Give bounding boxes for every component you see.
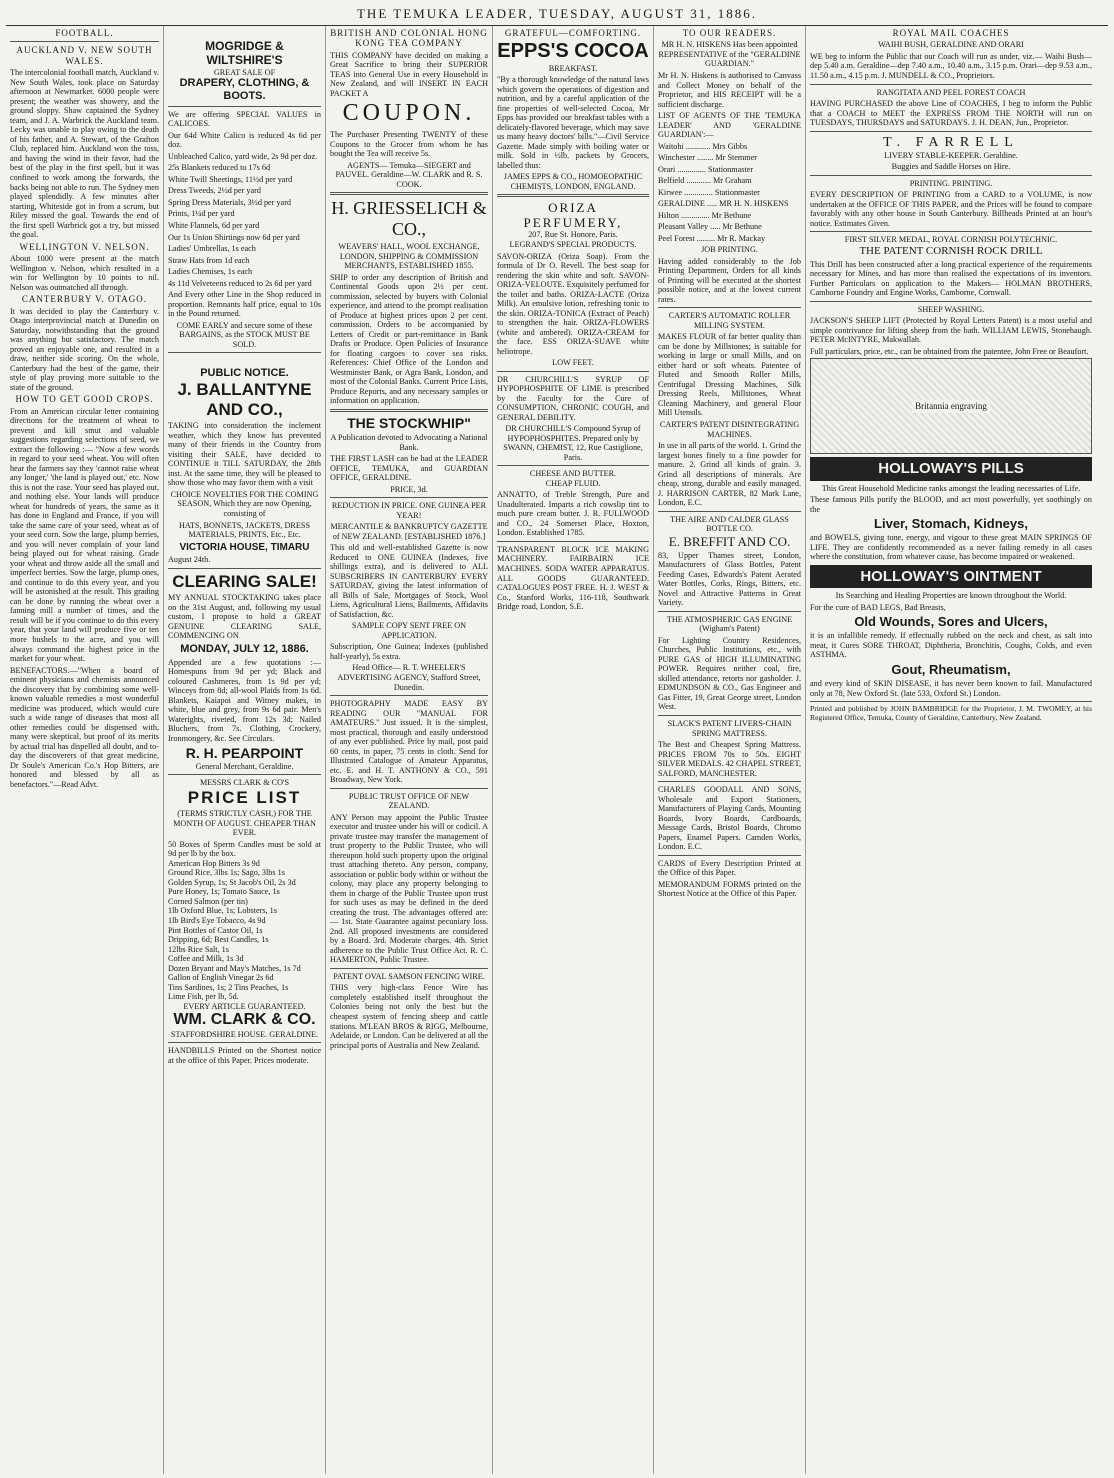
list-item: Prints, 1¼d per yard	[168, 209, 235, 219]
list-item: Ladies Chemises, 1s each	[168, 267, 253, 277]
ad-text: Head Office— R. T. WHEELER'S ADVERTISING AGENCY, Stafford Street, Dunedin.	[337, 663, 481, 692]
list-item: Ground Rice, 3lbs 1s; Sago, 3lbs 1s	[168, 868, 285, 878]
list-item: Our 1s Union Shirtings now 6d per yard	[168, 232, 300, 242]
list-item: Dripping, 6d; Best Candles, 1s	[168, 935, 269, 945]
ad-subheading: Gout, Rheumatism,	[891, 661, 1011, 677]
article-heading: WELLINGTON V. NELSON.	[19, 241, 150, 252]
ad-text: Its Searching and Healing Properties are known throughout the World.	[835, 591, 1067, 601]
ad-text: SAVON-ORIZA (Oriza Soap). From the formula of Dr O. Revell. The best soap for rendering the skin white and soft. SAVON-ORIZA-VELOUTE. Exquisitely perfumed for the toilet and baths. ORIZA-LACTE (Oriza Milk). An emulsive lotion, refreshing tonic to the skin. ORIZA-TONICA (Extract of Peach) to strengthen the hair. ORIZA-FLOWERS (white and ambered). ORIZA-CREAM for the face. ESS ORIZA-SUAVE white heliotrope.	[497, 251, 649, 356]
article-heading: CANTERBURY V. OTAGO.	[21, 294, 148, 305]
ad-heading: CARTER'S PATENT DISINTEGRATING MACHINES.	[659, 420, 800, 439]
ad-date: August 24th.	[168, 555, 211, 565]
sale-date: MONDAY, JULY 12, 1886.	[180, 642, 309, 655]
ad-text: it is an infallible remedy. If effectually rubbed on the neck and chest, as salt into meat, it Cures SORE THROAT, Diphtheria, Bronchitis, Coughs, Colds, and even ASTHMA.	[810, 631, 1092, 660]
ad-text: MY ANNUAL STOCKTAKING takes place on the 31st August, and, following my usual custom, I propose to hold a GREAT GENUINE CLEARING SALE, COMMENCING ON	[168, 593, 321, 641]
ad-text: SAMPLE COPY SENT FREE ON APPLICATION.	[351, 621, 467, 640]
ad-text: and every kind of SKIN DISEASE, it has never been known to fail. Manufactured only at 78, New Oxford St. (late 533, Oxford St.) London.	[810, 679, 1092, 698]
ad-title: DRAPERY, CLOTHING, & BOOTS.	[179, 77, 310, 103]
list-item: Corned Salmon (per tin)	[168, 896, 248, 906]
list-item: 25s Blankets reduced to 17s 6d	[168, 163, 271, 173]
list-item: Orari .............. Stationmaster	[658, 164, 754, 174]
column-readers-ads	[654, 26, 806, 1474]
ad-text: DR CHURCHILL'S SYRUP OF HYPOPHOSPHITE OF LIME is prescribed by the Faculty for the Cure of CONSUMPTION, CHRONIC COUGH, and GENERAL DEBILITY.	[497, 374, 649, 422]
product-name: EPPS'S COCOA	[497, 40, 649, 63]
coupon-heading: COUPON.	[342, 100, 476, 127]
ad-text: THIS COMPANY have decided on making a Great Sacrifice to bring their SUPERIOR TEAS into General Use in every Household in New Zealand, and will INSERT IN EACH PACKET A	[330, 50, 488, 98]
ad-text: Mr H. N. Hiskens is authorised to Canvass and Collect Money on behalf of the Proprietor, and HIS RECEIPT will be a sufficient discharge.	[658, 70, 801, 109]
publication-title: THE STOCKWHIP"	[347, 414, 471, 431]
imprint: Printed and published by JOHN BAMBRIDGE for the Proprietor, J. M. TWOMEY, at his Registered Office, Temuka, County of Geraldine, Canterbury, New Zealand.	[810, 704, 1092, 722]
list-item: Golden Syrup, 1s; St Jacob's Oil, 2s 3d	[168, 877, 296, 887]
list-item: 50 Boxes of Sperm Candles must be sold at 9d per lb by the box.	[168, 839, 321, 859]
ad-heading: PATENT OVAL SAMSON FENCING WIRE.	[333, 971, 485, 981]
clearing-sale-heading: CLEARING SALE!	[172, 571, 317, 591]
list-item: Dress Tweeds, 2½d per yard	[168, 186, 261, 196]
list-item: White Twill Sheetings, 11½d per yard	[168, 174, 293, 184]
ad-heading: JOB PRINTING.	[701, 245, 758, 255]
ad-heading: RANGITATA AND PEEL FOREST COACH	[876, 87, 1026, 97]
ad-heading: MERCANTILE & BANKRUPTCY GAZETTE of NEW ZEALAND. [ESTABLISHED 1876.]	[330, 522, 488, 541]
list-item: Belfield ............ Mr Graham	[658, 176, 752, 186]
ad-text: Subscription, One Guinea; Indexes (published half-yearly), 5s extra.	[330, 642, 488, 661]
ad-heading: THE ATMOSPHERIC GAS ENGINE (Wigham's Patent)	[666, 614, 793, 634]
store-address: STAFFORDSHIRE HOUSE. GERALDINE.	[170, 1029, 319, 1039]
ad-text: This Great Household Medicine ranks amongst the leading necessaries of Life.	[821, 483, 1081, 493]
ad-text: We are offering SPECIAL VALUES in CALICOES.	[168, 109, 321, 129]
ad-text: These famous Pills purify the BLOOD, and act most powerfully, yet soothingly on the	[810, 495, 1092, 514]
ad-text: HANDBILLS Printed on the Shortest notice at the office of this Paper. Prices moderate.	[168, 1046, 321, 1065]
price-label: PRICE, 3d.	[390, 484, 428, 494]
column-football	[6, 26, 164, 1474]
ad-text: A Publication devoted to Advocating a National Bank.	[330, 433, 488, 452]
ad-heading: PRINTING. PRINTING.	[909, 178, 993, 188]
ad-text: JAMES EPPS & CO., HOMOEOPATHIC CHEMISTS, LONDON, ENGLAND.	[503, 172, 643, 191]
ad-heading: ROYAL MAIL COACHES	[892, 28, 1010, 38]
masthead: THE TEMUKA LEADER, TUESDAY, AUGUST 31, 1886.	[6, 6, 1108, 26]
ad-text: CHOICE NOVELTIES FOR THE COMING SEASON, Which they are now Opening, consisting of	[170, 489, 319, 518]
ad-text: Having added considerably to the Job Printing Department, Orders for all kinds of Printing will be executed at the shortest possible notice, and at the lowest current rates.	[658, 256, 801, 304]
list-item: Pure Honey, 1s; Tomato Sauce, 1s	[168, 887, 280, 897]
agent-list	[658, 142, 801, 244]
ad-heading: GRATEFUL—COMFORTING.	[504, 28, 642, 38]
ad-subtitle: GREAT SALE OF	[213, 67, 276, 77]
ad-text: ANY Person may appoint the Public Trustee executor and trustee under his will or codicil. A private trustee may transfer the management of trust property to the Public Trustee, who will thereupon hold such property upon the original trust attaching thereto. Any person, company, association or public body within or without the colony, may place any property belonging to them in charge of the Public Trustee upon trust for such uses as may be defined in the deed creating the trust. The advantages offered are:— 1st. State Guarantee against pecuniary loss. 2nd. All proposed investments are considered by a Board. 3rd. Moderate charges. 4th. Strict adherence to the Public Trust Office Act. R. C. HAMERTON, Public Trustee.	[330, 812, 488, 965]
list-item: Pleasant Valley ..... Mr Bethune	[658, 222, 762, 232]
ad-heading: CHEAP FLUID.	[545, 478, 601, 488]
ad-heading: SLACK'S PATENT LIVERS-CHAIN SPRING MATTRESS.	[667, 719, 792, 738]
company-name: ORIZA PERFUMERY,	[523, 200, 623, 231]
ad-text: DR CHURCHILL'S Compound Syrup of HYPOPHOSPHITES. Prepared only by SWANN, CHEMIST, 12, Rue Castiglione, Paris.	[503, 424, 643, 462]
column-commercial-ads	[326, 26, 493, 1474]
ad-text: AGENTS— Temuka—SIEGERT and PAUVEL. Geraldine—W. CLARK and R. S. COOK.	[335, 160, 483, 189]
business-name: T. FARRELL	[883, 134, 1019, 150]
list-item: American Hop Bitters 3s 9d	[168, 858, 260, 868]
company-address: 207, Rue St. Honore, Paris.	[528, 230, 618, 240]
ad-heading: CARTER'S AUTOMATIC ROLLER MILLING SYSTEM.	[668, 311, 791, 330]
ad-text: MR H. N. HISKENS Has been appointed REPRESENTATIVE of the "GERALDINE GUARDIAN."	[658, 40, 801, 69]
list-item: Gallon of English Vinegar 2s 6d	[168, 973, 274, 983]
notice-heading: PUBLIC NOTICE.	[200, 367, 289, 380]
list-item: 1lb Bird's Eye Tobacco, 4s 9d	[168, 916, 266, 925]
article-text: BENEFACTORS.—"When a board of eminent physicians and chemists announced the discovery that by combining some well-known valuable remedies a most wonderful medicine was produced, which would cure such a wide range of diseases that most all other remedies could be dispensed with, many were skeptical, but proof of its merits by actual trial has dispelled all doubt, and to-day the discoverers of that great medicine, Dr Soule's American Co.'s Hop Bitters, are honored and blessed by all as benefactors."—Read Advt.	[10, 665, 159, 789]
list-item: Hilton .............. Mr Bethune	[658, 210, 752, 220]
ad-text: The Best and Cheapest Spring Mattress. PRICES FROM 70s to 50s. EIGHT SILVER MEDALS. 42 CHAPEL STREET, SALFORD, MANCHESTER.	[658, 740, 801, 778]
ad-text: For Lighting Country Residences, Churches, Public Institutions, etc., with PURE GAS of HIGH ILLUMINATING POWER. Requires neither coal, fire, skilled attendance, retorts nor gasholder. J. EDMUNDSON & CO., Gas Engineer and Gas Fitter, 19, Great George street, London West.	[658, 635, 801, 712]
ad-text: (TERMS STRICTLY CASH,) FOR THE MONTH OF AUGUST. CHEAPER THAN EVER.	[173, 809, 316, 838]
ad-text: And Every other Line in the Shop reduced in proportion. Remnants half price, equal to 10s in the Pound returned.	[168, 290, 321, 319]
list-item: Dozen Bryant and May's Matches, 1s 7d	[168, 963, 301, 973]
list-item: 4s 11d Velveteens reduced to 2s 6d per yard	[168, 278, 312, 288]
ad-text: Appended are a few quotations :— Homespuns from 9d per yd; Black and coloured Cashmeres, from 1s 9d per yd; Winceys from 8d; all-wool Plaids from 1s 6d. Blankets, Kaiapoi and Witney makes, in white, blue and grey, from 9s 6d pair. Men's Waterights, riveted, from 12s 3d; Nailed Bluchers, from 7s. Clothing, Crockery, Ironmongery, &c. See Circulars.	[168, 657, 321, 743]
ad-text: HAVING PURCHASED the above Line of COACHES, I beg to inform the Public that a COACH to MEET the EXPRESS FROM THE NORTH will run on TUESDAYS, THURSDAYS and SATURDAYS. J. H. DEAN, Jun., Proprietor.	[810, 99, 1092, 128]
company-name: E. BREFFIT AND CO.	[668, 533, 791, 549]
ad-subheading: Old Wounds, Sores and Ulcers,	[854, 614, 1048, 630]
price-list-heading: PRICE LIST	[187, 787, 302, 807]
ad-text: and BOWELS, giving tone, energy, and vigour to these great MAIN SPRINGS OF LIFE. They are confidently recommended as a never failing remedy in all cases where the constitution, from whatever cause, has become impaired or weakened.	[810, 533, 1092, 562]
ad-title: MOGRIDGE & WILTSHIRE'S	[205, 39, 284, 67]
ad-text: JACKSON'S SHEEP LIFT (Protected by Royal Letters Patent) is a most useful and simple contrivance for lifting sheep from the bath. WILLIAM LEWIS, Stonehaugh. PETER McINTYRE, Makwallah.	[810, 316, 1092, 345]
ad-text: SHIP to order any description of British and Continental Goods upon 2½ per cent. commission, selected by buyers with Colonial experience, and attend to the prompt realisation of Produce at highest prices upon 2 per cent. commission. Orders to be accompanied by Letters of Credit or part-remittance in Bank Drafts or Produce. Open Policies of Insurance for floating cargoes to cover sea risks. References: Chief Office of the London and Westminster Bank, or Agra Bank, London, and most of the Colonial Banks. Current Price Lists, Produce Reports, and any necessary samples or information on application.	[330, 272, 488, 406]
ad-text: TRANSPARENT BLOCK ICE MAKING MACHINERY. FAIRBAIRN ICE MACHINES. SODA WATER APPARATUS. ALL GOODS GUARANTEED. CATALOGUES POST FREE. H. J. WEST & Co., Stanford Works, 116-118, Southwark Bridge road, London, S.E.	[497, 544, 649, 612]
route-name: WAIHI BUSH, GERALDINE AND ORARI	[878, 40, 1024, 50]
ad-heading: FIRST SILVER MEDAL, ROYAL CORNISH POLYTECHNIC.	[844, 235, 1058, 245]
list-item: White Flannels, 6d per yard	[168, 220, 260, 230]
list-item: GERALDINE ..... MR H. N. HISKENS	[658, 199, 789, 209]
column-coaches-holloway	[806, 26, 1096, 1474]
article-text: From an American circular letter containing directions for the treatment of wheat to prevent and kill smut and valuable suggestions regarding selections of seed, we extract the following :— "Now a few words in regard to your seed wheat. You will often hear the farmers say they 'cannot raise wheat any longer,' 'the land is played out,' etc. Now this is not the case. Your seed has played out, and nothing else. Your lands will produce wheat for hundreds of years, the same as it has done in England and France, if you will take the same care of your seed, wheat as of your seed corn. Sow the large, plump berries, and you will never complain of your land being played out for wheat raising. Grade your wheat and throw aside all the small and imperfect berries. Sow the large, plump ones, and continue to do this every year, and you will be astonished at the result. This grading can be done by running the wheat over a fanning mill a number of times, and the result will be if you continue to do this every year, that your land will produce five or ten more bushels to the acre, and you will always command the highest price in the market for your wheat.	[10, 406, 159, 664]
list-item: Our 64d White Calico is reduced 4s 6d per doz.	[168, 130, 321, 150]
list-item: 12lbs Rice Salt, 1s	[168, 944, 229, 954]
ad-text: This Drill has been constructed after a long practical experience of the requirements necessary for Mines, and has more than realised the expectations of its inventors. Further Particulars on application to the Makers— HOLMAN BROTHERS, Camborne Foundry and Engine Works, Camborne, Cornwall.	[810, 259, 1092, 298]
column-drapery-ads	[164, 26, 326, 1474]
ad-heading: REDUCTION IN PRICE. ONE GUINEA PER YEAR!	[331, 501, 487, 520]
ad-text: PHOTOGRAPHY MADE EASY BY READING OUR "MANUAL FOR AMATEURS." Just issued. It is the simplest, most practical, thorough and easily understood of any ever published. Price by mail, post paid 60 cents, in paper, 75 cents in cloth. Send for Illustrated Catalogue of Amateur Apparatus, etc. E. and H. T. ANTHONY & CO., 591 Broadway, New York.	[330, 699, 488, 785]
ad-text: MAKES FLOUR of far better quality than can be done by Millstones; is suitable for working in large or small Mills, and on either hard or soft wheats. Patentee of Fluted and Smooth Roller Mills, Centrifugal Dressing Machines, Silk Dressing Reels, Millstones, Wheat Cleaning Machinery, and general Flour Mill Utensils.	[658, 332, 801, 418]
ad-subheading: Liver, Stomach, Kidneys,	[874, 516, 1028, 532]
holloway-ointment-banner: HOLLOWAY'S OINTMENT	[810, 565, 1092, 588]
section-heading: FOOTBALL.	[55, 28, 114, 38]
company-name: H. GRIESSELICH & CO.,	[331, 198, 487, 240]
ad-heading: THE AIRE AND CALDER GLASS BOTTLE CO.	[670, 514, 789, 534]
list-item: Unbleached Calico, yard wide, 2s 9d per doz.	[168, 151, 318, 161]
ad-text: ANNATTO, of Treble Strength, Pure and Unadulterated. Imparts a rich cowslip tint to much pure cream butter. J. R. FULLWOOD and CO., 24 Somerset Place, Hoxton, London. Established 1785.	[497, 490, 649, 538]
list-item: Kirwee .............. Stationmaster	[658, 187, 760, 197]
ad-text: For the cure of BAD LEGS, Bad Breasts,	[810, 602, 946, 612]
ad-text: Full particulars, price, etc., can be obtained from the patentee, John Free or Beaufort.	[810, 346, 1089, 356]
product-name: THE PATENT CORNISH ROCK DRILL	[859, 244, 1043, 257]
list-item: 1lb Oxford Blue, 1s; Lobsters, 1s	[168, 906, 277, 916]
ad-heading: PUBLIC TRUST OFFICE OF NEW ZEALAND.	[348, 791, 470, 811]
list-item: Tins Sardines, 1s; 2 Tins Peaches, 1s	[168, 982, 289, 992]
list-item: Coffee and Milk, 1s 3d	[168, 954, 244, 964]
ad-heading: LOW FEET.	[552, 358, 594, 368]
product-subtitle: BREAKFAST.	[548, 63, 598, 73]
ad-text: 83, Upper Thames street, London, Manufacturers of Glass Bottles, Patent Feeding Cases, Edwards's Patent Aerated Water Bottles, Corks, Rings, Bitters, etc. Novel and Attractive Patterns in Great Variety.	[658, 550, 801, 608]
britannia-engraving	[810, 358, 1092, 454]
ad-text: THIS very high-class Fence Wire has completely established itself throughout the Colonies being not only the best but the cheapest system of fencing sheep and cattle stations. M'LEAN BROS & RIGG, Melbourne, Adelaide, or London. Can be delivered at all the principal ports of Australia and New Zealand.	[330, 983, 488, 1050]
business-subtitle: LIVERY STABLE-KEEPER. Geraldine.	[884, 150, 1018, 160]
list-item: Ladies' Umbrellas, 1s each	[168, 244, 256, 254]
list-item: Straw Hats from 1d each	[168, 255, 250, 265]
ad-text: TAKING into consideration the inclement weather, which they know has prevented many of their friends in the Country from visiting their SALE, have decided to CONTINUE it TILL SATURDAY, the 28th inst. At the same time, they will be pleased to show those who may favor them with a visit	[168, 421, 321, 488]
sale-items	[168, 131, 321, 288]
list-item: Waitohi ............ Mrs Gibbs	[658, 141, 748, 151]
merchant-subtitle: General Merchant, Geraldine.	[195, 761, 294, 771]
firm-name: J. BALLANTYNE AND CO.,	[177, 379, 312, 419]
ad-text: In use in all parts of the world. 1. Grind the largest bones finely to a fine powder for manure. 2. Grind all kinds of grain. 3. Grind all descriptions of minerals. Are cheap, strong, durable and easily managed. J. HARRISON CARTER, 82 Mark Lane, London, E.C.	[658, 441, 801, 508]
ad-text: Buggies and Saddle Horses on Hire.	[891, 162, 1011, 172]
price-list	[168, 840, 321, 1002]
ad-text: The Purchaser Presenting TWENTY of these Coupons to the Grocer from whom he has bought the Tea will receive 5s.	[330, 130, 488, 159]
column-cocoa-perfumery	[493, 26, 654, 1474]
article-heading: HOW TO GET GOOD CROPS.	[15, 394, 154, 405]
ad-heading: CHEESE AND BUTTER.	[529, 469, 617, 479]
article-text: About 1000 were present at the match Wellington v. Nelson, which resulted in a win for Wellington by 10 points to nil. Nelson was outmatched all through.	[10, 254, 159, 292]
store-name: VICTORIA HOUSE, TIMARU	[179, 541, 310, 553]
ad-text: EVERY DESCRIPTION OF PRINTING from a CARD to a VOLUME, is now undertaken at the OFFICE OF THIS PAPER, and the Prices will be found to compare favorably with any other house in South Canterbury. Billheads Printed at an hour's notice. Estimates Given.	[810, 190, 1092, 228]
section-heading: TO OUR READERS.	[682, 28, 777, 38]
ad-text: COME EARLY and secure some of these BARGAINS, as the STOCK MUST BE SOLD.	[176, 320, 313, 349]
list-item: Pint Bottles of Castor Oil, 1s	[168, 925, 263, 935]
ad-text: This old and well-established Gazette is now Reduced to ONE GUINEA (Indexes, five shillings extra), and is delivered to ALL SUBSCRIBERS IN CANTERBURY EVERY SATURDAY, giving the latest information of all Bills of Sale, Mortgages of Stock, Wool Liens, Agricultural Liens, Bailments, Affidavits of Satisfaction, &c.	[330, 543, 488, 619]
holloway-pills-banner: HOLLOWAY'S PILLS	[810, 457, 1092, 480]
ad-text: MEMORANDUM FORMS printed on the Shortest Notice at the Office of this Paper.	[658, 879, 801, 899]
ad-text: HATS, BONNETS, JACKETS, DRESS MATERIALS, PRINTS, Etc., Etc.	[178, 520, 311, 540]
article-heading: AUCKLAND V. NEW SOUTH WALES.	[16, 45, 153, 66]
ad-heading: LIST OF AGENTS OF THE 'TEMUKA LEADER' AND 'GERALDINE GUARDIAN':—	[658, 111, 801, 140]
ad-heading: SHEEP WASHING.	[917, 304, 985, 314]
list-item: Winchester ........ Mr Stemmer	[658, 153, 758, 163]
ad-text: "By a thorough knowledge of the natural laws which govern the operations of digestion and nutrition, and by a careful application of the fine properties of well-selected Cocoa, Mr Epps has provided our breakfast tables with a delicately-flavored beverage, which may save us many heavy doctors' bills."—Civil Service Gazette. Made simply with boiling water or milk. Sold in ½lb. packets by Grocers, labelled thus:	[497, 75, 649, 170]
list-item: Spring Dress Materials, 3½d per yard	[168, 197, 292, 207]
merchant-name: R. H. PEARPOINT	[185, 745, 304, 762]
ad-text: THE FIRST LASH can be had at the LEADER OFFICE, TEMUKA, and GUARDIAN OFFICE, GERALDINE.	[330, 454, 488, 483]
ad-text: WE beg to inform the Public that our Coach will run as under, viz.— Waihi Bush—dep 5.40 a.m. Geraldine—dep 7.40 a.m., 10.40 a.m., 3.15 p.m. Orari—dep 9.53 a.m., 11.50 a.m., 4.15 p.m. J. MUNDELL & CO., Proprietors.	[810, 51, 1092, 80]
list-item: Peel Forest ......... Mr R. Mackay	[658, 233, 766, 243]
illustration-caption: Britannia engraving	[912, 400, 990, 412]
store-name: WM. CLARK & CO.	[173, 1011, 316, 1029]
columns	[6, 26, 1108, 1474]
article-text: It was decided to play the Canterbury v. Otago interprovincial match at Dunedin on Saturday, notwithstanding that the ground was anything but satisfactory. The match proved an enjoyable one, and resulted in a draw, neither side scoring. On the whole, Canterbury had the best of the game, their style of play proving more suitable to the state of the ground.	[10, 306, 159, 392]
ad-text: CARDS of Every Description Printed at the Office of this Paper.	[658, 858, 801, 878]
ad-text: EVERY ARTICLE GUARANTEED.	[183, 1001, 306, 1011]
ad-text: CHARLES GOODALL AND SONS, Wholesale and Export Stationers, Manufacturers of Playing Cards, Mounting Boards, Ivory Boards, Cardboards, Message Cards, Bristol Boards, Chromo Papers, Enamel Papers. Camden Works, London. E.C.	[658, 785, 801, 852]
list-item: Lime Fish, per lb, 5d.	[168, 992, 239, 1002]
ad-heading: BRITISH AND COLONIAL HONG KONG TEA COMPANY	[330, 28, 488, 49]
ad-heading: MESSRS CLARK & CO'S	[199, 778, 290, 788]
ad-heading: LEGRAND'S SPECIAL PRODUCTS.	[509, 240, 637, 249]
company-subtitle: WEAVERS' HALL, WOOL EXCHANGE, LONDON, SHIPPING & COMMISSION MERCHANTS, ESTABLISHED 1855.	[338, 242, 480, 271]
article-text: The intercolonial football match, Auckland v. New South Wales, took place on Saturday afternoon at Newmarket. 6000 people were present; the weather was showery, and the ground sloppy. Shaw captained the Sydney team, and J. A. Warbrick the Auckland team. Lecky was unable to play owing to the death of his father, and A. Stewart, of the Grafton Club, replaced him. Auckland won the toss, and having the wind in their favor, had the best of the play in the first spell, but it was confined to work among the forwards, the backs being not able to run. The Sydney men played splendidly. A few minutes after starting, Whiteside got in from a scrum, but Riley missed the goal. Towards the end of the first spell Warbrick got a try, but missed the goal.	[10, 68, 159, 240]
